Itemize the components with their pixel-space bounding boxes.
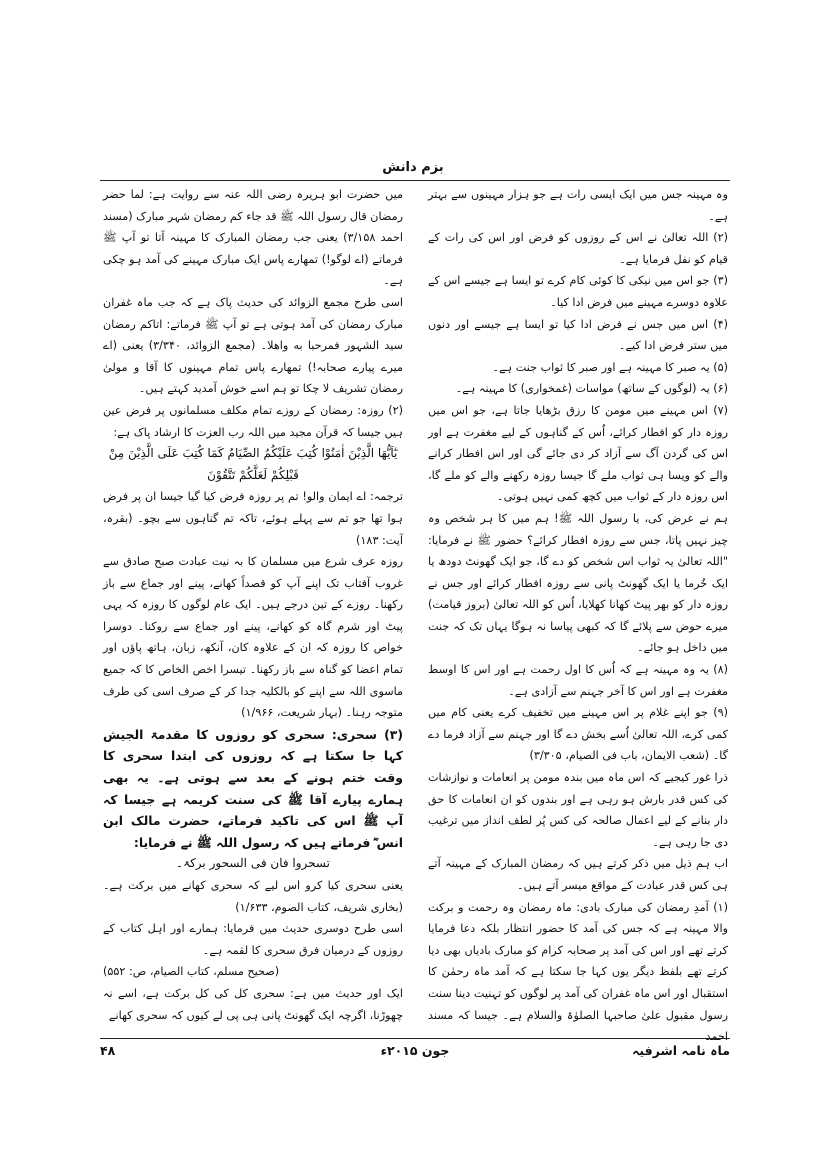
left-column	[103, 184, 403, 1034]
header-rule	[100, 180, 730, 181]
paragraph: یعنی سحری کیا کرو اس لیے کہ سحری کھانے میں برکت ہے۔ (بخاری شریف، کتاب الصوم، ۱/۶۳۳)	[103, 879, 403, 914]
paragraph: (۹) جو اپنے غلام پر اس مہینے میں تخفیف کرے یعنی کام میں کمی کرے، اللہ تعالیٰ اُسے بخش دے گا اور جہنم سے آزاد فرما دے گا۔ (شعب الایمان، باب فی الصیام، ۳/۳۰۵)	[428, 706, 728, 763]
translation: ترجمہ: اے ایمان والو! تم پر روزہ فرض کیا گیا جیسا ان پر فرض ہوا تھا جو تم سے پہلے ہوئے، تاکہ تم گناہوں سے بچو۔ (بقرہ، آیت: ۱۸۳)	[103, 490, 403, 547]
subheading-paragraph: (۲) روزہ: رمضان کے روزے تمام مکلف مسلمانوں پر فرض عین ہیں جیسا کہ قرآن مجید میں اللہ رب العزت کا ارشاد پاک ہے:	[103, 403, 403, 439]
hadith-arabic: تسحروا فان فی السحور برکۃ۔	[176, 856, 330, 871]
magazine-name: ماہ نامہ اشرفیہ	[632, 1043, 730, 1058]
right-column	[428, 184, 728, 1044]
section-header: بزم دانش	[382, 160, 444, 175]
paragraph: ذرا غور کیجیے کہ اس ماہ میں بندہ مومن پر انعامات و نوازشات کی کس قدر بارش ہو رہی ہے اور بندوں کو ان انعامات کا حق دار بنانے کے لیے اعمال صالحہ کی کس پُر لطف انداز میں ترغیب دی جا رہی ہے۔	[428, 771, 728, 849]
paragraph: میں حضرت ابو ہریرہ رضی اللہ عنہ سے روایت ہے: لما حضر رمضان قال رسول اللہ ﷺ قد جاء کم رمضان شہر مبارک (مسند احمد ۳/۱۵۸) یعنی جب رمضان المبارک کا مہینہ آتا تو آپ ﷺ فرماتے (اے لوگو!) تمھارے پاس ایک مبارک مہینے کی آمد ہو چکی ہے۔	[103, 188, 403, 288]
paragraph: (۷) اس مہینے میں مومن کا رزق بڑھایا جاتا ہے، جو اس میں روزہ دار کو افطار کرائے، اُس کے گناہوں کے لیے مغفرت ہے اور اس کی گردن آگ سے آزاد کر دی جائے گی اور اس افطار کرانے والے کو ویسا ہی ثواب ملے گا جیسا روزہ رکھنے والے کو ملے گا، اس روزہ دار کے ثواب میں کچھ کمی نہیں ہوتی۔	[428, 403, 728, 504]
paragraph: روزہ عرف شرع میں مسلمان کا بہ نیت عبادت صبح صادق سے غروب آفتاب تک اپنے آپ کو قصداً کھانے، پینے اور جماع سے باز رکھنا۔ روزے کے تین درجے ہیں۔ ایک عام لوگوں کا روزہ کہ یہی پیٹ اور شرم گاہ کو کھانے، پینے اور جماع سے روکنا۔ دوسرا خواص کا روزہ کہ ان کے علاوہ کان، آنکھ، زبان، ہاتھ پاؤں اور تمام اعضا کو گناہ سے باز رکھنا۔ تیسرا اخص الخاص کا کہ جمیع ماسوی اللہ سے اپنے کو بالکلیہ جدا کر کے صرف اسی کی طرف متوجہ رہنا۔ (بہار شریعت، ۱/۹۶۶)	[103, 555, 403, 720]
issue-date: جون ۲۰۱۵ء	[380, 1043, 450, 1058]
footer-rule	[100, 1038, 730, 1039]
paragraph: ایک اور حدیث میں ہے: سحری کل کی کل برکت ہے، اسے نہ چھوڑنا، اگرچہ ایک گھونٹ پانی ہی پی لے کیوں کہ سحری کھانے	[103, 986, 403, 1022]
paragraph: (۸) یہ وہ مہینہ ہے کہ اُس کا اول رحمت ہے اور اس کا اوسط مغفرت ہے اور اس کا آخر جہنم سے آزادی ہے۔	[428, 663, 728, 698]
page-number: ۴۸	[100, 1043, 116, 1058]
paragraph: (۴) اس میں جس نے فرض ادا کیا تو ایسا ہے جیسے اور دنوں میں ستر فرض ادا کیے۔	[428, 317, 728, 353]
paragraph: (۳) جو اس میں نیکی کا کوئی کام کرے تو ایسا ہے جیسے اس کے علاوہ دوسرے مہینے میں فرض ادا کیا۔	[428, 274, 728, 309]
citation: (صحیح مسلم، کتاب الصیام، ص: ۵۵۲)	[103, 965, 280, 979]
subheading-paragraph: (۳) سحری: سحری کو روزوں کا مقدمۃ الجیش کہا جا سکتا ہے کہ روزوں کی ابتدا سحری کا وقت ختم ہونے کے بعد سے ہوتی ہے۔ یہ بھی ہمارے پیارے آقا ﷺ کی سنت کریمہ ہے جیسا کہ آپ ﷺ اس کی تاکید فرماتے، حضرت مالک ابن انس ؓ فرماتے ہیں کہ رسول اللہ ﷺ نے فرمایا:	[103, 726, 403, 850]
paragraph: (۶) یہ (لوگوں کے ساتھ) مواسات (غمخواری) کا مہینہ ہے۔	[455, 382, 728, 396]
paragraph: اب ہم ذیل میں ذکر کرتے ہیں کہ رمضان المبارک کے مہینہ آتے ہی کس قدر عبادت کے مواقع میسر آتے ہیں۔	[428, 857, 728, 892]
paragraph: اسی طرح مجمع الزوائد کی حدیث پاک ہے کہ جب ماہ غفران مبارک رمضان کی آمد ہوتی ہے تو آپ ﷺ فرماتے: اتاکم رمضان سید الشہور فمرحبا به واھلا۔ (مجمع الزوائد، ۳/۳۴۰) یعنی (اے میرے پیارے صحابہ!) تمھارے پاس تمام مہینوں کا آقا و مولیٰ رمضان تشریف لا چکا تو ہم اسے خوش آمدید کہتے ہیں۔	[103, 295, 403, 396]
quran-verse: یٰٓاَیُّهَا الَّذِیْنَ اٰمَنُوْا كُتِبَ عَلَیْكُمُ الصِّیَامُ كَمَا كُتِبَ عَلَى الَّذِیْنَ مِنْ قَبْلِكُمْ لَعَلَّكُمْ تَتَّقُوْنَ	[108, 446, 398, 482]
paragraph: ہم نے عرض کی، یا رسول اللہ ﷺ! ہم میں کا ہر شخص وہ چیز نہیں پاتا، جس سے روزہ افطار کرائے؟ حضور ﷺ نے فرمایا: "اللہ تعالیٰ یہ ثواب اس شخص کو دے گا، جو ایک گھونٹ دودھ یا ایک خُرما یا ایک گھونٹ پانی سے روزہ افطار کرائے اور جس نے روزہ دار کو بھر پیٹ کھانا کھلایا، اُس کو اللہ تعالیٰ (بروز قیامت) میرے حوض سے پلائے گا کہ کبھی پیاسا نہ ہوگا یہاں تک کہ جنت میں داخل ہو جائے۔	[428, 511, 728, 655]
subheading-paragraph: (۱) آمدِ رمضان کی مبارک بادی: ماہ رمضان وہ رحمت و برکت والا مہینہ ہے کہ جس کی آمد کا حضور انتظار بلکہ دعا فرمایا کرتے تھے اور اس کی آمد پر صحابہ کرام کو مبارک بادیاں بھی دیا کرتے تھے بلفظ دیگر یوں کہا جا سکتا ہے کہ آمد ماہ رحمٰن کا استقبال اور اس ماہ غفران کی آمد پر لوگوں کو تہنیت دینا سنت رسول مقبول علیٰ صاحبہا الصلوٰۃ والسلام ہے۔ جیسا کہ مسند احمد	[428, 900, 728, 1044]
paragraph: اسی طرح دوسری حدیث میں فرمایا: ہمارے اور اہل کتاب کے روزوں کے درمیان فرق سحری کا لقمہ ہے۔	[103, 922, 403, 957]
paragraph: (۲) اللہ تعالیٰ نے اس کے روزوں کو فرض اور اس کی رات کے قیام کو نفل فرمایا ہے۔	[428, 231, 728, 266]
paragraph: (۵) یہ صبر کا مہینہ ہے اور صبر کا ثواب جنت ہے۔	[492, 360, 728, 374]
paragraph: وہ مہینہ جس میں ایک ایسی رات ہے جو ہزار مہینوں سے بہتر ہے۔	[428, 188, 728, 223]
